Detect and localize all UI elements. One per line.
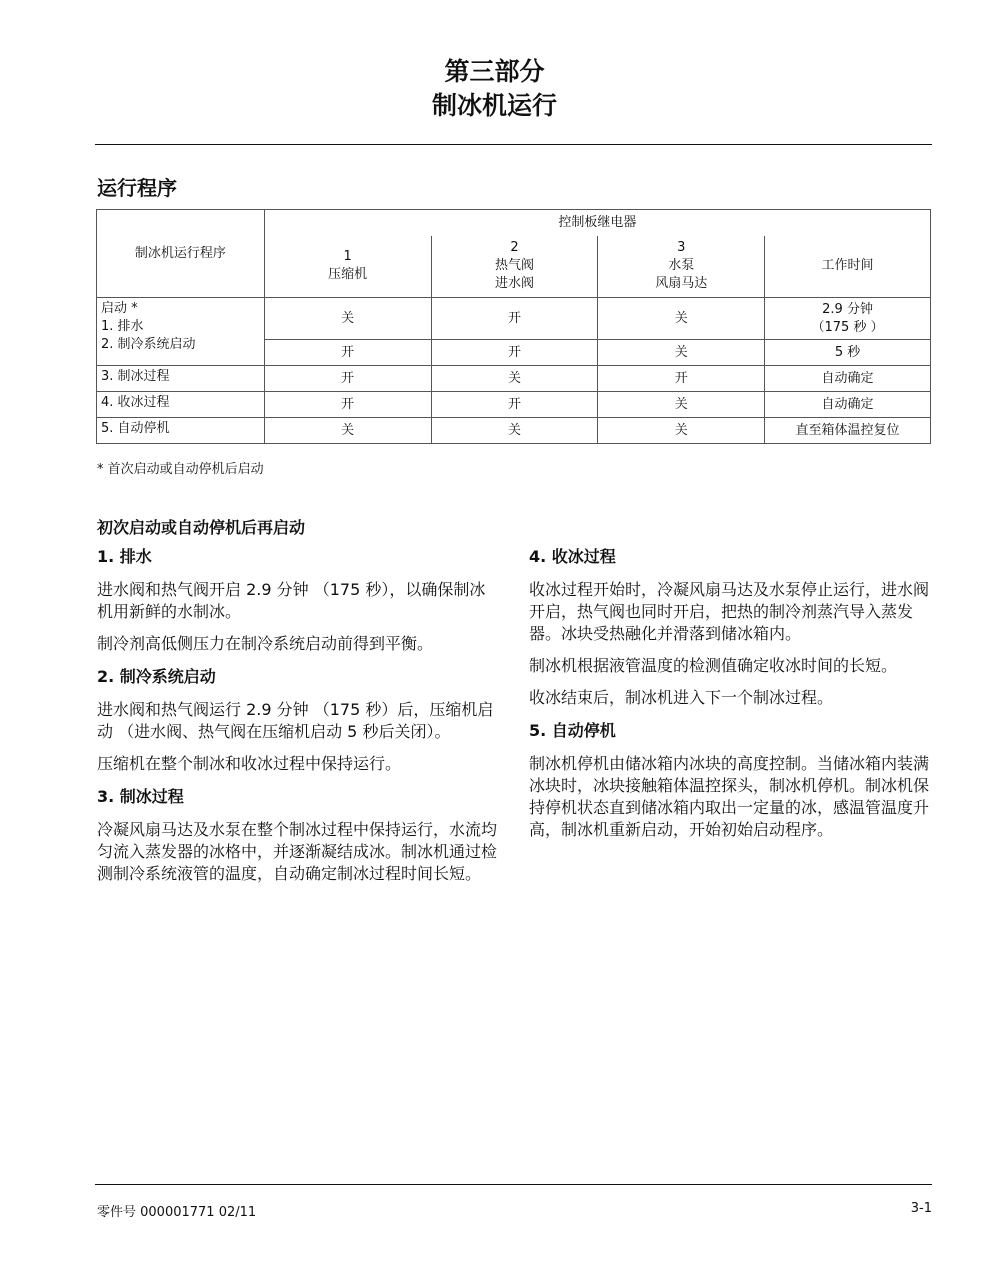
cell-time: 5 秒 — [765, 340, 931, 366]
row-label-startup: 启动 * 1. 排水 2. 制冷系统启动 — [97, 298, 265, 366]
step-heading: 3. 制冰过程 — [97, 787, 184, 806]
cell-c1: 开 — [264, 392, 431, 418]
table-row — [97, 298, 931, 340]
step-heading: 2. 制冷系统启动 — [97, 667, 216, 686]
column-header-2: 2 热气阀 进水阀 — [431, 236, 598, 298]
cell-time: 2.9 分钟 （175 秒 ） — [765, 298, 931, 340]
cell-c3: 关 — [598, 340, 765, 366]
relay-group-header: 控制板继电器 — [264, 210, 930, 236]
step-heading: 1. 排水 — [97, 547, 152, 566]
cell-c2: 开 — [431, 340, 598, 366]
paragraph: 压缩机在整个制冰和收冰过程中保持运行。 — [97, 754, 402, 773]
paragraph: 进水阀和热气阀运行 2.9 分钟 （175 秒）后，压缩机启动 （进水阀、热气阀在压缩机启动 5 秒后关闭）。 — [97, 700, 494, 741]
title-part: 第三部分 — [444, 57, 545, 86]
cell-c3: 关 — [598, 298, 765, 340]
cell-c1: 开 — [264, 366, 431, 392]
cell-c1: 关 — [264, 418, 431, 444]
paragraph: 冷凝风扇马达及水泵在整个制冰过程中保持运行，水流均匀流入蒸发器的冰格中，并逐渐凝结成冰。制冰机通过检测制冷系统液管的温度，自动确定制冰过程时间长短。 — [97, 820, 498, 883]
page-number: 3-1 — [910, 1201, 932, 1216]
table-row — [97, 418, 931, 444]
cell-c2: 关 — [431, 418, 598, 444]
cell-c2: 关 — [431, 366, 598, 392]
part-number: 零件号 000001771 02/11 — [97, 1205, 257, 1220]
cell-c3: 开 — [598, 366, 765, 392]
paragraph: 收冰过程开始时，冷凝风扇马达及水泵停止运行，进水阀开启，热气阀也同时开启，把热的制冷剂蒸汽导入蒸发器。冰块受热融化并滑落到储冰箱内。 — [529, 580, 930, 643]
section-heading: 运行程序 — [97, 176, 177, 200]
operation-sequence-table — [96, 209, 931, 444]
row-label: 5. 自动停机 — [97, 418, 265, 444]
paragraph: 进水阀和热气阀开启 2.9 分钟 （175 秒），以确保制冰机用新鲜的水制冰。 — [97, 580, 486, 621]
cell-c2: 开 — [431, 298, 598, 340]
cell-c3: 关 — [598, 392, 765, 418]
table-footnote: * 首次启动或自动停机后启动 — [97, 462, 264, 477]
cell-time: 自动确定 — [765, 392, 931, 418]
table-row — [97, 366, 931, 392]
cell-time: 直至箱体温控复位 — [765, 418, 931, 444]
right-column — [529, 545, 929, 851]
cell-c1: 关 — [264, 298, 431, 340]
step-heading: 5. 自动停机 — [529, 721, 616, 740]
footer-divider — [95, 1184, 932, 1185]
cell-time: 自动确定 — [765, 366, 931, 392]
step-heading: 4. 收冰过程 — [529, 547, 616, 566]
cell-c3: 关 — [598, 418, 765, 444]
cell-c1: 开 — [264, 340, 431, 366]
paragraph: 制冰机根据液管温度的检测值确定收冰时间的长短。 — [529, 656, 898, 675]
cell-c2: 开 — [431, 392, 598, 418]
column-header-1: 1 压缩机 — [264, 236, 431, 298]
header-divider — [95, 144, 932, 145]
page-title — [0, 55, 989, 123]
column-header-3: 3 水泵 风扇马达 — [598, 236, 765, 298]
table-corner-header: 制冰机运行程序 — [97, 210, 265, 298]
column-header-time: 工作时间 — [765, 236, 931, 298]
table-row — [97, 392, 931, 418]
title-chapter: 制冰机运行 — [431, 91, 557, 120]
row-label: 4. 收冰过程 — [97, 392, 265, 418]
subsection-heading: 初次启动或自动停机后再启动 — [97, 518, 306, 537]
paragraph: 制冰机停机由储冰箱内冰块的高度控制。当储冰箱内装满冰块时，冰块接触箱体温控探头，制冰机停机。制冰机保持停机状态直到储冰箱内取出一定量的冰，感温管温度升高，制冰机重新启动，开始初始启动程序。 — [529, 754, 930, 839]
paragraph: 收冰结束后，制冰机进入下一个制冰过程。 — [529, 688, 834, 707]
paragraph: 制冷剂高低侧压力在制冷系统启动前得到平衡。 — [97, 634, 434, 653]
left-column — [97, 545, 497, 895]
row-label: 3. 制冰过程 — [97, 366, 265, 392]
